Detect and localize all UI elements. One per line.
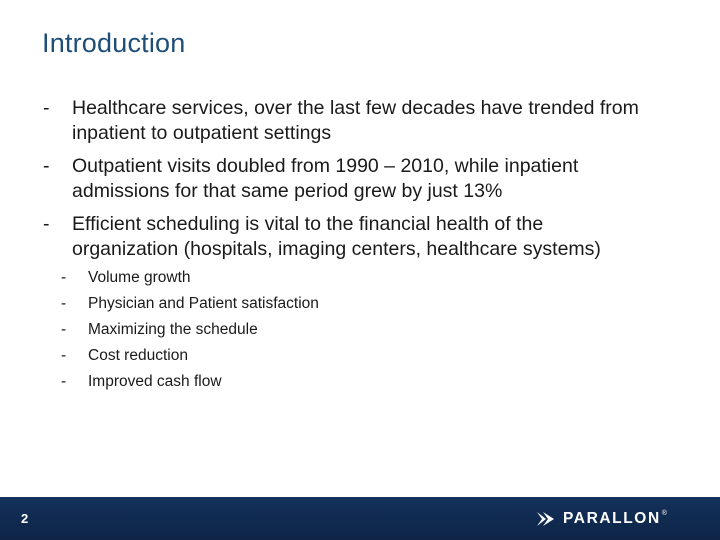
sub-bullet-text: Volume growth <box>88 269 191 286</box>
bullet-line: admissions for that same period grew by just 13% <box>72 180 503 202</box>
bullet-dash: - <box>43 97 50 119</box>
bullet-line: Efficient scheduling is vital to the financial health of the <box>72 213 544 235</box>
bullet-dash: - <box>43 155 50 177</box>
sub-bullet-text: Maximizing the schedule <box>88 321 258 338</box>
sub-bullet-dash: - <box>61 269 67 286</box>
footer-bar <box>0 497 720 540</box>
bullet-line: Healthcare services, over the last few decades have trended from <box>72 97 639 119</box>
slide-title: Introduction <box>42 28 186 58</box>
sub-bullet-dash: - <box>61 347 67 364</box>
sub-bullet-dash: - <box>61 295 67 312</box>
bullet-line: Outpatient visits doubled from 1990 – 2010, while inpatient <box>72 155 579 177</box>
bullet-line: inpatient to outpatient settings <box>72 122 332 144</box>
brand-name: PARALLON <box>563 510 661 527</box>
parallon-logo <box>537 510 667 528</box>
registered-mark: ® <box>661 509 667 517</box>
sub-bullet-text: Physician and Patient satisfaction <box>88 295 319 312</box>
bullet-line: organization (hospitals, imaging centers, healthcare systems) <box>72 238 601 260</box>
chevron-arrow-icon <box>537 511 559 527</box>
sub-bullet-text: Cost reduction <box>88 347 188 364</box>
bullet-dash: - <box>43 213 50 235</box>
sub-bullet-dash: - <box>61 321 67 338</box>
sub-bullet-dash: - <box>61 373 67 390</box>
sub-bullet-text: Improved cash flow <box>88 373 222 390</box>
page-number: 2 <box>21 511 29 526</box>
